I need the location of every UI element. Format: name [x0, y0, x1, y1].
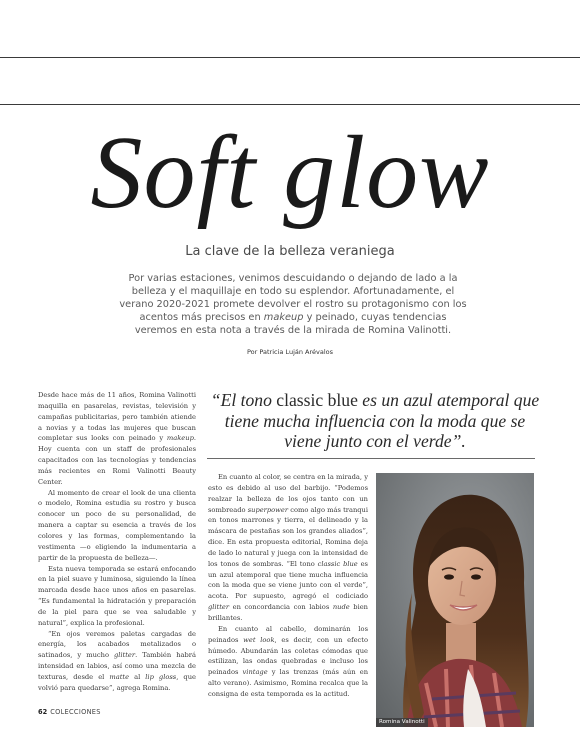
body-column-left: [38, 390, 196, 694]
paragraph: Esta nueva temporada se estará enfocando en la piel suave y luminosa, siguiendo la línea marcada desde hace unos años en pasarelas. “Es fundamental la hidratación y preparación de la piel para que se vea saludable y natural”, explica la profesional.: [38, 564, 196, 627]
portrait-photo: [376, 473, 534, 727]
article-intro: Por varias estaciones, venimos descuidando o dejando de lado a la belleza y el maquillaje en todo su esplendor. Afortunadamente, el verano 2020-2021 promete devolver el rostro su protagonismo con los acentos más precisos en makeup y peinado, cuyas tendencias veremos en esta nota a través de la mirada de Romina Valinotti.: [119, 273, 467, 336]
photo-caption: Romina Valinotti: [376, 718, 428, 727]
pull-quote-rule: [207, 458, 535, 459]
paragraph: Al momento de crear el look de una clienta o modelo, Romina estudia su rostro y busca conocer un poco de su personalidad, de manera a captar su esencia a través de los colores y las formas, complementando la vestimenta —o eligiendo la indumentaria a partir de la propuesta de belleza—.: [38, 488, 196, 562]
paragraph: En cuanto al color, se centra en la mirada, y esto es debido al uso del barbijo. “Podemos realzar la belleza de los ojos tanto con un sombreado superpower como algo más tranqui en tonos marrones y tierra, el delineado y la máscara de pestañas son los grandes aliados”, dice. En esta propuesta editorial, Romina deja de lado lo natural y juega con la intensidad de los tonos de sombras. “El tono classic blue es un azul atemporal que tiene mucha influencia con la moda que se viene junto con el verde”, acota. Por supuesto, agregó el codiciado glitter en concordancia con labios nude bien brillantes.: [208, 473, 368, 622]
paragraph: Desde hace más de 11 años, Romina Valinotti maquilla en pasarelas, revistas, televisión y campañas publicitarias, pero también atiende a novias y a todas las mujeres que buscan completar sus looks con peinado y makeup. Hoy cuenta con un staff de profesionales capacitados con las tecnologías y tendencias más recientes en Romi Valinotti Beauty Center.: [38, 391, 196, 486]
header-rule: [0, 104, 580, 105]
section-name: COLECCIONES: [50, 708, 101, 716]
byline: Por Patricia Luján Arévalos: [246, 348, 334, 356]
top-rule: [0, 57, 580, 58]
page-number: 62: [38, 708, 48, 716]
paragraph: En cuanto al cabello, dominarán los peinados wet look, es decir, con un efecto húmedo. Abundarán las coletas cómodas que estilizan, las ondas quebradas e incluso los peinados vintage y las trenzas (más aún en alto verano). Asimismo, Romina recalca que la consigna de esta temporada es la actitud.: [208, 624, 368, 698]
paragraph: “En ojos veremos paletas cargadas de energía, los acabados metalizados o satinados, y mucho glitter. También habrá intensidad en labios, así como una mezcla de texturas, desde el matte al lip gloss, que volvió para quedarse”, agrega Romina.: [38, 629, 196, 692]
pull-quote: “El tono classic blue es un azul atemporal que tiene mucha influencia con la moda que se viene junto con el verde”.: [210, 390, 540, 451]
body-column-middle: [208, 472, 368, 700]
article-subtitle: La clave de la belleza veraniega: [185, 244, 395, 259]
article-title: Soft glow: [90, 115, 490, 230]
page-footer: [38, 708, 101, 716]
